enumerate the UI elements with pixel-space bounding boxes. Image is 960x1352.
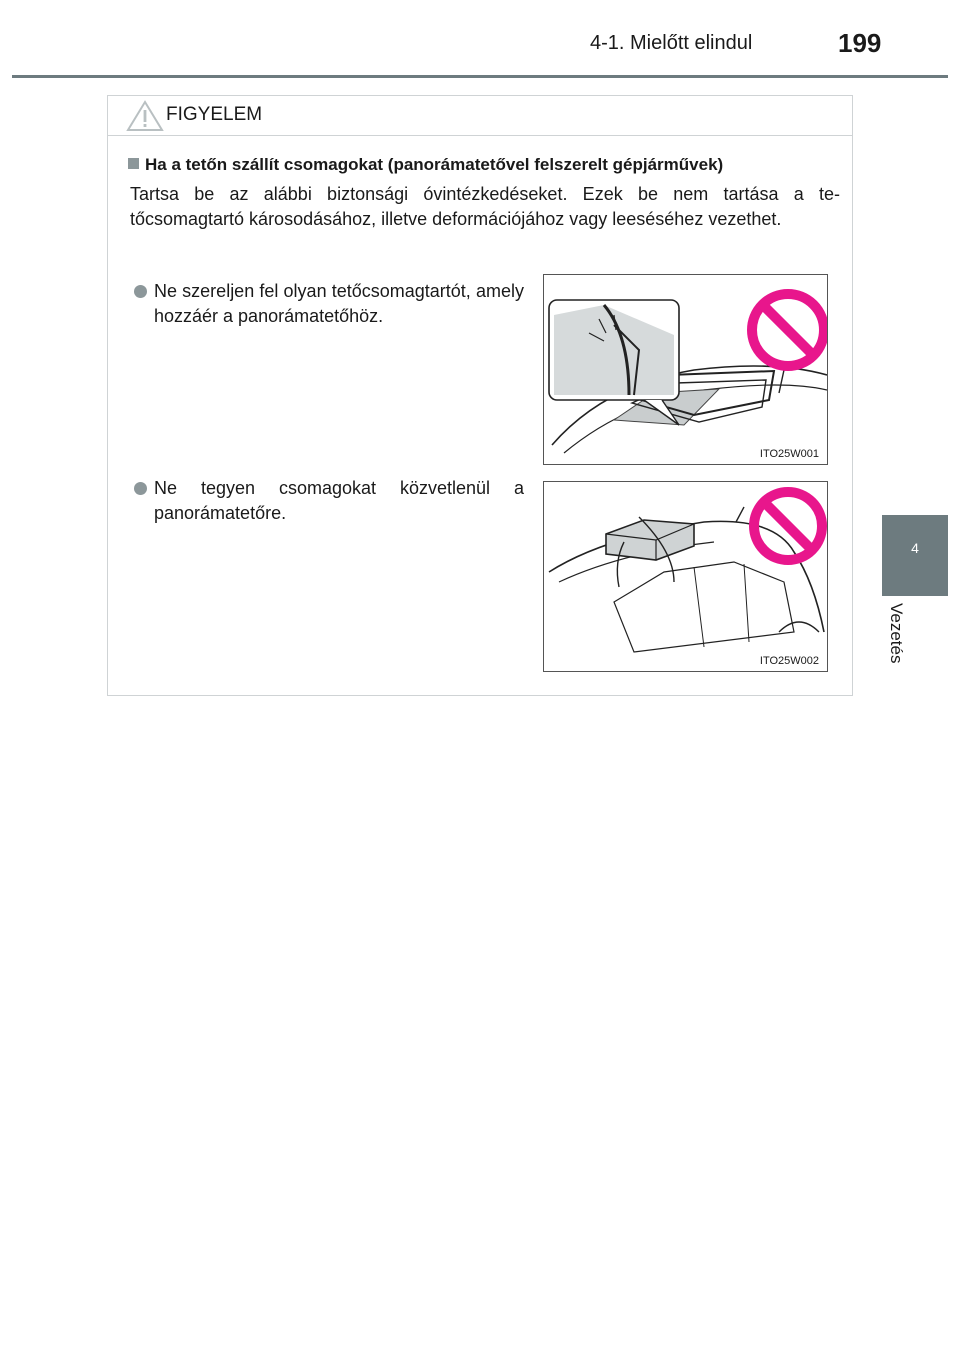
header-rule: [12, 75, 948, 78]
illustration-roof-carrier: [543, 274, 828, 465]
bullet-text: Ne tegyen csomagokat közvetlenül a panorámatetőre.: [154, 478, 524, 523]
illustration-code: ITO25W001: [759, 448, 819, 460]
illustration-roof-luggage: [543, 481, 828, 672]
bullet-text: Ne szereljen fel olyan tetőcsomagtartót, amely hozzáér a panorámatetőhöz.: [154, 281, 524, 326]
car-luggage-illustration: [544, 482, 827, 671]
chapter-label: [887, 603, 930, 693]
section-title: [128, 155, 723, 175]
bullet-dot-icon: [134, 285, 147, 298]
bullet-dot-icon: [134, 482, 147, 495]
chapter-tab-number: 4: [911, 540, 919, 556]
warning-triangle-icon: [126, 100, 164, 132]
section-body: Tartsa be az alábbi biztonsági óvintézkedéseket. Ezek be nem tartása a te-tőcsomagtartó károsodásához, illetve deformációjához vagy leeséséhez vezethet.: [130, 184, 840, 229]
header-title: 4-1. Mielőtt elindul: [590, 32, 753, 54]
car-roof-rack-illustration: [544, 275, 827, 464]
section-title-text: Ha a tetőn szállít csomagokat (panorámatetővel felszerelt gépjárművek): [145, 155, 724, 174]
warning-header: [108, 96, 852, 136]
bullet-item: [134, 476, 524, 526]
warning-label: FIGYELEM: [166, 104, 263, 125]
bullet-item: [134, 279, 524, 329]
warning-box: [107, 95, 853, 696]
illustration-code: ITO25W002: [759, 655, 819, 667]
page-number: 199: [838, 28, 882, 58]
chapter-label-text: Vezetés: [887, 603, 906, 664]
square-bullet-icon: [128, 158, 139, 169]
